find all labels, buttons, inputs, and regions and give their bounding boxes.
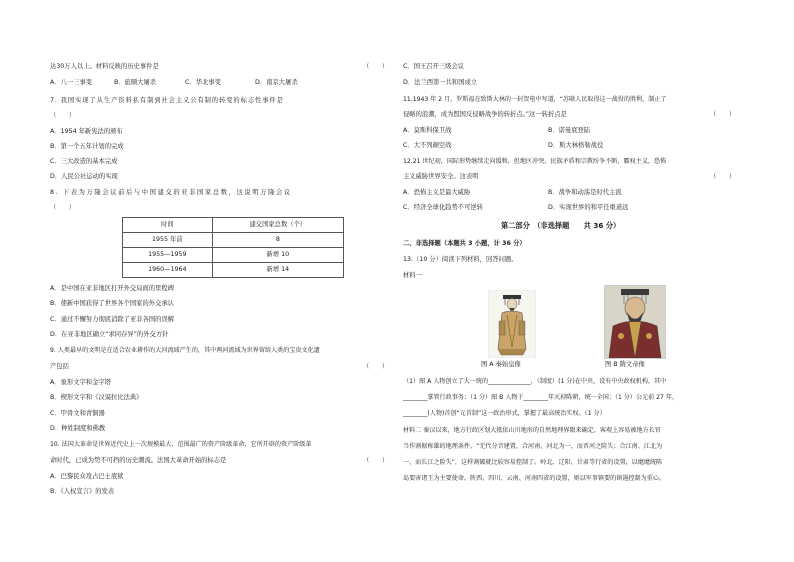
q6-stem-end: 达30万人以上。材料反映的历史事件是	[50, 63, 159, 70]
q9-option-c: C．甲骨文和青铜器	[50, 410, 105, 417]
q9-option-d: D．种姓制度和佛教	[50, 425, 106, 432]
q12-stem-1: 12.21 世纪初，国际形势继续走向缓和，但地区冲突、民族矛盾和宗教纷争不断，霸权主义，恐怖	[403, 158, 667, 165]
q9-option-a: A．象形文字和金字塔	[50, 379, 111, 386]
q11-stem-1: 11.1943 年 2 月，罗斯福在致斯大林的一封贺电中写道，“苏联人民取得这一战役的胜利，制止了	[403, 96, 667, 103]
table-header-count: 建交国家总数（个）	[212, 218, 343, 233]
q12-option-a: A．恐怖主义是最大威胁	[403, 189, 471, 196]
q13-text-line: ________(人物)首创“元首制”这一政治形式，掌握了最高统治实权。（1 分）	[403, 410, 606, 417]
material-one-label: 材料一	[403, 272, 422, 279]
q13-text-line: ________掌管行政事务；（1 分）图 B 人物于________年灭掉陈朝，统一全国；（1 分）公元前 27 年，	[403, 394, 679, 401]
q11-answer-paren: （ ）	[710, 111, 736, 118]
q11-option-a: A．莫斯科保卫战	[403, 127, 452, 134]
material-two-line: 一，而长江之险失”，这样割破就比较容易控制了。岭北、辽阳、甘肃等行省的设置，以麾麾统陈	[403, 459, 663, 466]
q11-option-c: C．大不列颠空战	[403, 142, 452, 149]
q10-stem-2: 命时代，已成为势不可挡的历史潮流。法国大革命开始的标志是	[50, 457, 227, 464]
q8-option-c: C．通过不懈努力彻底消除了亚非各国的误解	[50, 316, 175, 323]
q12-answer-paren: （ ）	[710, 173, 736, 180]
table-row	[123, 248, 344, 263]
q10-option-d: D．法兰西第一共和国成立	[403, 79, 478, 86]
q12-option-b: B．战争和动荡是时代主流	[548, 189, 622, 196]
q7-answer-paren: （ ）	[50, 112, 76, 119]
part-two-title: 第二部分 （非选择题 共 36 分）	[501, 221, 621, 230]
q6-option-d: D．南京大屠杀	[255, 79, 298, 86]
q8-answer-paren: （ ）	[50, 204, 76, 211]
table-cell: 1955—1959	[123, 248, 213, 263]
table-cell: 新增 14	[212, 263, 343, 278]
caption-figure-b: 图 B 隋文帝像	[605, 361, 645, 368]
q7-stem: 7. 我国实现了从生产资料私有制到社会主义公有制的转变的标志性事件是	[50, 97, 284, 104]
q10-stem-1: 10. 法国大革命是世界近代史上一次规模最大、范围最广的资产阶级革命，它所开辟的资产阶级革	[50, 441, 312, 448]
table-header-time: 时间	[123, 218, 213, 233]
portrait-qin-shi-huang-image	[488, 290, 536, 358]
q12-option-c: C．经济全球化趋势不可逆转	[403, 204, 483, 211]
q9-stem-1: 9. 人类最早的文明是在适合农业耕作的大河流域产生的，其中两河流域为世界留给人类的宝贵文化遗	[50, 347, 320, 354]
table-cell: 新增 10	[212, 248, 343, 263]
material-two-line: 岛要害诸王为主要使命。陕西、四川、云南、河南四省的设置，则以军事镇要的镇遏控制为重心。	[403, 475, 666, 482]
section-two-heading: 二、非选择题（本题共 3 小题，计 36 分）	[403, 240, 526, 247]
q11-stem-2: 侵略的浪潮，成为盟国反侵略战争的转折点。”这一转折点是	[403, 111, 567, 118]
q7-option-c: C．三大改造的基本完成	[50, 158, 118, 165]
q8-stem: 8. 下表为万隆会议前后与中国建交的亚非国家总数，这说明万隆会议	[50, 189, 292, 196]
q12-stem-2: 主义威胁世界安全。这表明	[403, 173, 479, 180]
q10-option-a: A．巴黎民众攻占巴士底狱	[50, 473, 124, 480]
q10-option-c: C．国王召开三级会议	[403, 63, 465, 70]
q13-text-line: （1）图 A 人物创立了大一统的______________，（制度）(1 分)在中央，设有中央政权机构，其中	[403, 378, 667, 385]
q9-answer-paren: （ ）	[363, 363, 389, 370]
q9-stem-2: 产包括	[50, 363, 69, 370]
portrait-sui-wendi-image	[604, 285, 666, 359]
q9-option-b: B．楔形文字和《汉谟拉比法典》	[50, 394, 143, 401]
q13-stem: 13.（10 分）阅读下列材料，回答问题。	[403, 256, 518, 263]
q11-option-b: B．诺曼底登陆	[548, 127, 591, 134]
q6-option-c: C．华北事变	[185, 79, 221, 86]
table-cell: 1955 年前	[123, 233, 213, 248]
table-row	[123, 233, 344, 248]
material-two-line: 当作割据称雄的地理条件。“无代分音建置，合河南、河北为一，而晋河之险失；合江南、江北为	[403, 443, 663, 450]
q7-option-d: D．人民公社运动的实现	[50, 173, 118, 180]
material-two-line: 材料二 秦汉以来，地方行政区划大抵依山川地形的自然地理界限来确定，客观上容易被地方长官	[403, 427, 661, 434]
caption-figure-a: 图 A 秦始皇像	[481, 361, 521, 368]
q8-option-d: D．在亚非地区确立“求同存异”的外交方针	[50, 331, 169, 338]
q7-option-b: B．第一个五年计划的完成	[50, 143, 124, 150]
q11-option-d: D．斯大林格勒战役	[548, 142, 604, 149]
q6-option-b: B．旅顺大屠杀	[114, 79, 157, 86]
table-cell: 1960—1964	[123, 263, 213, 278]
table-row	[123, 263, 344, 278]
q7-option-a: A．1954 年新宪法的颁布	[50, 128, 123, 135]
q8-option-a: A．是中国在亚非地区打开外交局面的里程碑	[50, 285, 174, 292]
q12-option-d: D．实现世界的和平任重道远	[548, 204, 629, 211]
table-header-row	[123, 218, 344, 233]
q6-option-a: A．八一三事变	[50, 79, 93, 86]
q10-option-b: B．《人权宣言》的发表	[50, 488, 115, 495]
q10-answer-paren: （ ）	[363, 457, 389, 464]
diplomacy-table	[122, 217, 344, 278]
q6-answer-paren: （ ）	[363, 63, 389, 70]
table-cell: 8	[212, 233, 343, 248]
q8-option-b: B．使新中国获得了世界各个国家的外交承认	[50, 300, 174, 307]
